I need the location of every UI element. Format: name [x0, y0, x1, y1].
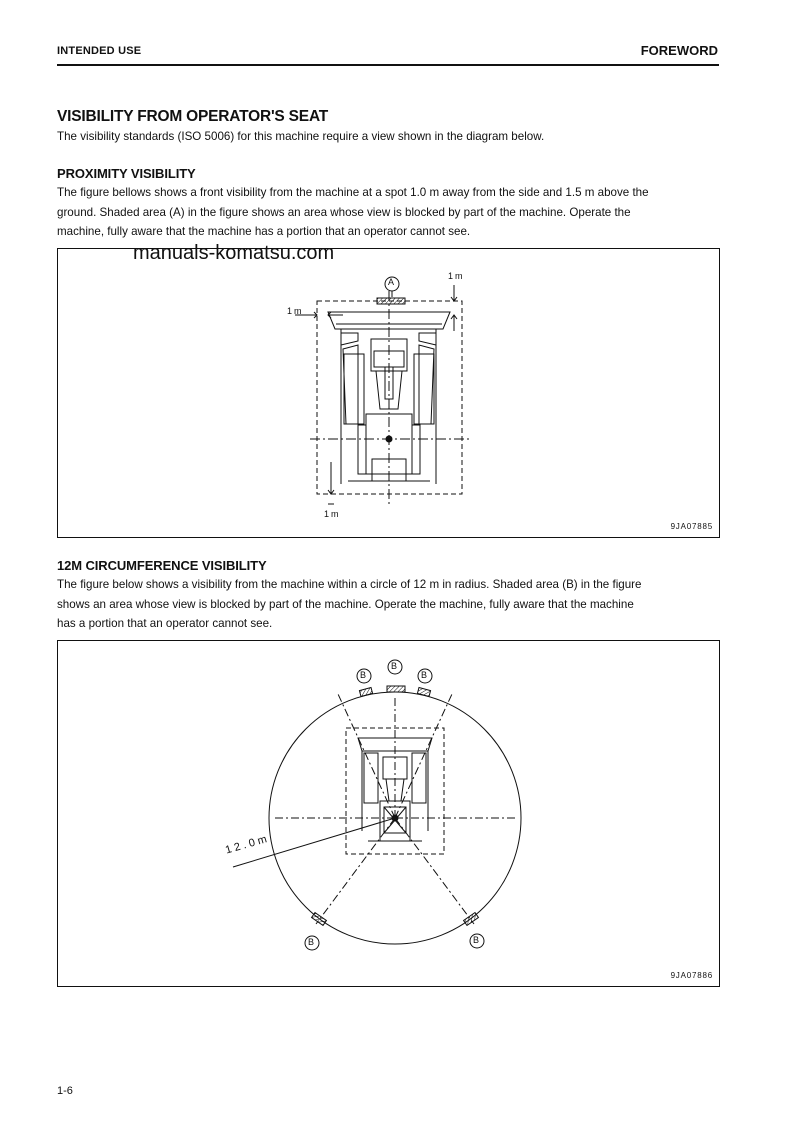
intro-paragraph: The visibility standards (ISO 5006) for this machine require a view shown in the diagram below. — [57, 130, 545, 143]
blocked-area-b-4 — [312, 913, 327, 926]
proximity-diagram — [58, 249, 719, 537]
blocked-area-b-5 — [464, 913, 479, 926]
circumference-figure — [57, 640, 720, 987]
proximity-heading: PROXIMITY VISIBILITY — [57, 166, 196, 181]
proximity-line-1: The figure bellows shows a front visibility from the machine at a spot 1.0 m away from the side and 1.5 m above the — [57, 186, 649, 199]
blocked-area-b-1 — [359, 688, 372, 697]
blocked-area-a — [377, 298, 405, 304]
circumference-line-1: The figure below shows a visibility from the machine within a circle of 12 m in radius. Shaded area (B) in the figure — [57, 578, 642, 591]
header-rule — [57, 64, 719, 66]
circumference-line-2: shows an area whose view is blocked by part of the machine. Operate the machine, fully aware that the machine — [57, 597, 634, 611]
marker-b-label-4: B — [308, 937, 315, 947]
page-number: 1-6 — [57, 1085, 73, 1097]
proximity-figure — [57, 248, 720, 538]
page-title: VISIBILITY FROM OPERATOR'S SEAT — [57, 108, 329, 125]
dim-label-left: 1m — [287, 306, 304, 316]
marker-a-label: A — [388, 277, 395, 287]
figure-id-2: 9JA07886 — [670, 971, 713, 980]
marker-b-label-1: B — [360, 670, 367, 680]
marker-b-label-2: B — [391, 661, 398, 671]
figure-id-1: 9JA07885 — [670, 522, 713, 531]
dim-label-top: 1m — [448, 271, 465, 281]
header-chapter-label: FOREWORD — [640, 43, 718, 58]
marker-b-label-3: B — [421, 670, 428, 680]
circumference-heading: 12M CIRCUMFERENCE VISIBILITY — [57, 558, 267, 573]
header-section-label: INTENDED USE — [57, 45, 142, 57]
proximity-line-2: ground. Shaded area (A) in the figure shows an area whose view is blocked by part of the machine. Operate the — [57, 205, 631, 219]
proximity-line-3: machine, fully aware that the machine has a portion that an operator cannot see. — [57, 225, 471, 238]
dim-label-bottom: 1m — [324, 509, 341, 519]
radius-label: 12.0m — [224, 832, 272, 857]
marker-b-label-5: B — [473, 935, 480, 945]
circumference-diagram — [58, 641, 719, 986]
blocked-area-b-3 — [417, 688, 430, 697]
circumference-line-3: has a portion that an operator cannot see. — [57, 617, 273, 630]
blocked-area-b-2 — [387, 686, 405, 692]
watermark: manuals-komatsu.com — [133, 242, 335, 264]
operator-eye-point — [392, 815, 399, 822]
operator-eye-point — [386, 436, 393, 443]
